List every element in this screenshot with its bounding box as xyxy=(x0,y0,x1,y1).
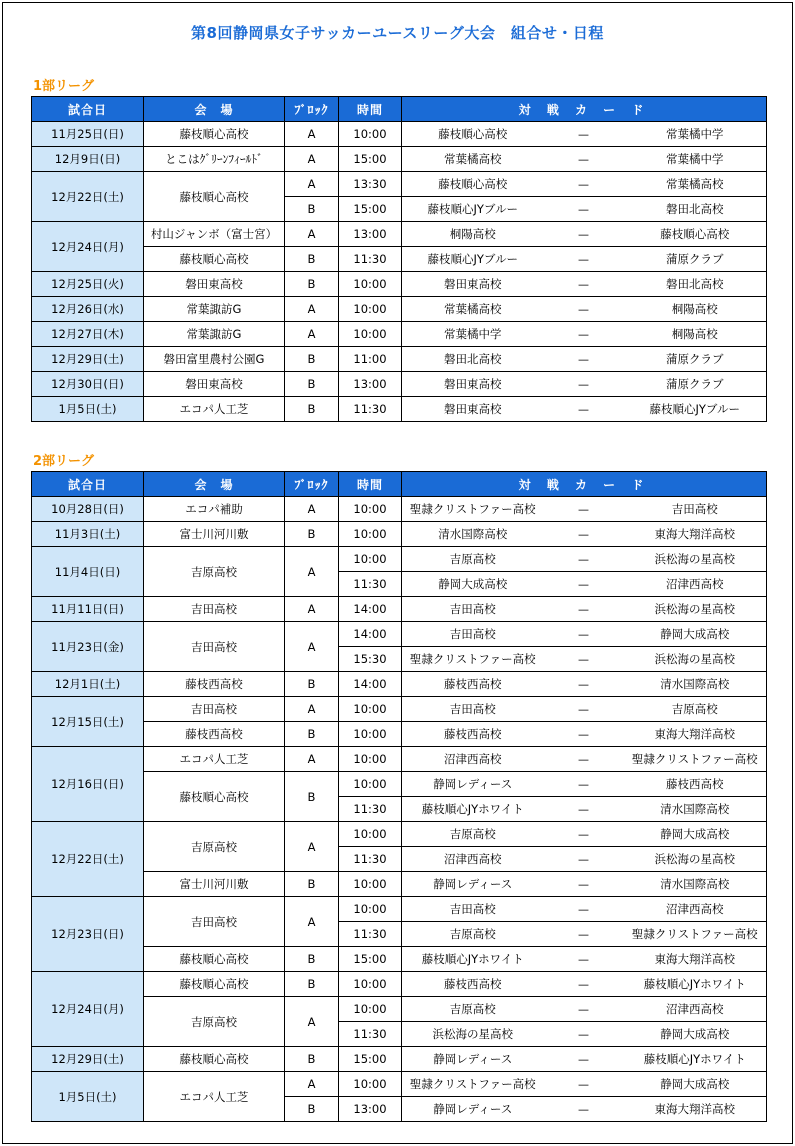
match-venue: 吉田高校 xyxy=(144,622,285,672)
match-home-team: 吉原高校 xyxy=(402,922,544,947)
match-time: 10:00 xyxy=(339,822,402,847)
match-separator: — xyxy=(544,297,624,322)
match-away-team: 藤枝順心JYブルー xyxy=(624,397,767,422)
match-away-team: 静岡大成高校 xyxy=(624,822,767,847)
match-row xyxy=(32,622,767,647)
match-home-team: 吉田高校 xyxy=(402,897,544,922)
match-home-team: 吉原高校 xyxy=(402,822,544,847)
match-time: 10:00 xyxy=(339,122,402,147)
header-venue: 会 場 xyxy=(144,97,285,122)
match-away-team: 静岡大成高校 xyxy=(624,622,767,647)
match-date: 12月22日(土) xyxy=(32,822,144,897)
match-row xyxy=(32,1047,767,1072)
match-time: 15:00 xyxy=(339,197,402,222)
match-home-team: 沼津西高校 xyxy=(402,847,544,872)
match-block: A xyxy=(285,822,339,872)
match-home-team: 藤枝順心JYブルー xyxy=(402,247,544,272)
match-block: B xyxy=(285,772,339,822)
match-block: B xyxy=(285,672,339,697)
match-row xyxy=(32,297,767,322)
match-home-team: 藤枝順心JYホワイト xyxy=(402,797,544,822)
match-block: A xyxy=(285,122,339,147)
match-home-team: 藤枝順心JYホワイト xyxy=(402,947,544,972)
match-date: 12月25日(火) xyxy=(32,272,144,297)
match-date: 12月29日(土) xyxy=(32,347,144,372)
match-date: 12月16日(日) xyxy=(32,747,144,822)
match-block: B xyxy=(285,947,339,972)
match-block: B xyxy=(285,722,339,747)
match-row xyxy=(32,172,767,197)
match-block: A xyxy=(285,297,339,322)
match-home-team: 常葉橘高校 xyxy=(402,297,544,322)
header-block: ﾌﾞﾛｯｸ xyxy=(285,97,339,122)
match-away-team: 沼津西高校 xyxy=(624,897,767,922)
match-venue: 吉原高校 xyxy=(144,997,285,1047)
match-separator: — xyxy=(544,897,624,922)
match-away-team: 東海大翔洋高校 xyxy=(624,722,767,747)
match-separator: — xyxy=(544,872,624,897)
match-home-team: 藤枝順心高校 xyxy=(402,122,544,147)
match-separator: — xyxy=(544,1047,624,1072)
match-venue: 吉原高校 xyxy=(144,547,285,597)
match-away-team: 常葉橘中学 xyxy=(624,122,767,147)
match-row xyxy=(32,547,767,572)
match-separator: — xyxy=(544,197,624,222)
match-row xyxy=(32,122,767,147)
match-separator: — xyxy=(544,497,624,522)
match-venue: 藤枝順心高校 xyxy=(144,172,285,222)
match-away-team: 藤枝順心JYホワイト xyxy=(624,1047,767,1072)
match-date: 12月23日(日) xyxy=(32,897,144,972)
match-separator: — xyxy=(544,397,624,422)
match-away-team: 桐陽高校 xyxy=(624,297,767,322)
match-away-team: 清水国際高校 xyxy=(624,872,767,897)
match-separator: — xyxy=(544,647,624,672)
match-separator: — xyxy=(544,572,624,597)
match-time: 15:00 xyxy=(339,147,402,172)
match-separator: — xyxy=(544,247,624,272)
match-block: A xyxy=(285,997,339,1047)
match-block: A xyxy=(285,497,339,522)
league2-label: 2部リーグ xyxy=(33,454,95,469)
match-separator: — xyxy=(544,622,624,647)
match-time: 11:30 xyxy=(339,247,402,272)
match-time: 10:00 xyxy=(339,872,402,897)
match-home-team: 磐田東高校 xyxy=(402,397,544,422)
match-home-team: 藤枝西高校 xyxy=(402,972,544,997)
match-venue: 常葉諏訪G xyxy=(144,297,285,322)
match-home-team: 清水国際高校 xyxy=(402,522,544,547)
match-away-team: 静岡大成高校 xyxy=(624,1072,767,1097)
match-venue: 藤枝順心高校 xyxy=(144,247,285,272)
match-venue: 富士川河川敷 xyxy=(144,872,285,897)
match-row xyxy=(32,272,767,297)
match-separator: — xyxy=(544,1097,624,1122)
match-date: 11月3日(土) xyxy=(32,522,144,547)
match-time: 10:00 xyxy=(339,547,402,572)
match-home-team: 吉田高校 xyxy=(402,622,544,647)
match-venue: 吉田高校 xyxy=(144,897,285,947)
match-block: B xyxy=(285,347,339,372)
match-time: 10:00 xyxy=(339,1072,402,1097)
match-separator: — xyxy=(544,847,624,872)
match-separator: — xyxy=(544,797,624,822)
match-block: A xyxy=(285,697,339,722)
match-date: 12月29日(土) xyxy=(32,1047,144,1072)
match-separator: — xyxy=(544,672,624,697)
match-date: 10月28日(日) xyxy=(32,497,144,522)
match-separator: — xyxy=(544,522,624,547)
match-time: 10:00 xyxy=(339,747,402,772)
match-date: 11月23日(金) xyxy=(32,622,144,672)
match-row xyxy=(32,1072,767,1097)
match-away-team: 聖隷クリストファー高校 xyxy=(624,922,767,947)
match-home-team: 静岡レディース xyxy=(402,1047,544,1072)
match-home-team: 静岡レディース xyxy=(402,1097,544,1122)
match-away-team: 吉田高校 xyxy=(624,497,767,522)
match-row xyxy=(32,972,767,997)
match-away-team: 浜松海の星高校 xyxy=(624,847,767,872)
match-separator: — xyxy=(544,947,624,972)
match-row xyxy=(32,747,767,772)
match-home-team: 常葉橘高校 xyxy=(402,147,544,172)
match-venue: 村山ジャンボ（富士宮） xyxy=(144,222,285,247)
header-card: 対 戦 カ ー ド xyxy=(402,472,767,497)
match-home-team: 桐陽高校 xyxy=(402,222,544,247)
match-date: 12月1日(土) xyxy=(32,672,144,697)
match-home-team: 吉田高校 xyxy=(402,597,544,622)
match-away-team: 常葉橘高校 xyxy=(624,172,767,197)
match-date: 12月9日(日) xyxy=(32,147,144,172)
match-venue: エコパ人工芝 xyxy=(144,747,285,772)
match-home-team: 聖隷クリストファー高校 xyxy=(402,647,544,672)
match-venue: 磐田富里農村公園G xyxy=(144,347,285,372)
header-card: 対 戦 カ ー ド xyxy=(402,97,767,122)
match-separator: — xyxy=(544,147,624,172)
match-separator: — xyxy=(544,1072,624,1097)
match-block: B xyxy=(285,247,339,272)
match-venue: 磐田東高校 xyxy=(144,372,285,397)
match-home-team: 沼津西高校 xyxy=(402,747,544,772)
match-venue: 吉田高校 xyxy=(144,597,285,622)
match-time: 14:00 xyxy=(339,597,402,622)
match-time: 10:00 xyxy=(339,722,402,747)
match-time: 13:00 xyxy=(339,1097,402,1122)
match-date: 12月15日(土) xyxy=(32,697,144,747)
header-date: 試合日 xyxy=(32,472,144,497)
match-time: 10:00 xyxy=(339,972,402,997)
match-row xyxy=(32,597,767,622)
match-home-team: 聖隷クリストファー高校 xyxy=(402,1072,544,1097)
match-block: B xyxy=(285,972,339,997)
match-time: 13:00 xyxy=(339,222,402,247)
match-date: 12月30日(日) xyxy=(32,372,144,397)
match-date: 12月22日(土) xyxy=(32,172,144,222)
match-away-team: 吉原高校 xyxy=(624,697,767,722)
match-venue: 常葉諏訪G xyxy=(144,322,285,347)
match-date: 12月27日(木) xyxy=(32,322,144,347)
match-venue: 藤枝順心高校 xyxy=(144,947,285,972)
match-separator: — xyxy=(544,772,624,797)
match-venue: エコパ人工芝 xyxy=(144,397,285,422)
match-time: 11:30 xyxy=(339,397,402,422)
match-away-team: 藤枝順心高校 xyxy=(624,222,767,247)
match-row xyxy=(32,347,767,372)
match-time: 11:00 xyxy=(339,347,402,372)
match-venue: 磐田東高校 xyxy=(144,272,285,297)
match-home-team: 静岡レディース xyxy=(402,772,544,797)
match-row xyxy=(32,222,767,247)
league1-label: 1部リーグ xyxy=(33,79,95,94)
header-block: ﾌﾞﾛｯｸ xyxy=(285,472,339,497)
match-separator: — xyxy=(544,222,624,247)
match-time: 11:30 xyxy=(339,797,402,822)
match-away-team: 聖隷クリストファー高校 xyxy=(624,747,767,772)
match-home-team: 吉原高校 xyxy=(402,997,544,1022)
match-block: A xyxy=(285,547,339,597)
match-block: B xyxy=(285,397,339,422)
match-time: 10:00 xyxy=(339,897,402,922)
match-home-team: 吉田高校 xyxy=(402,697,544,722)
match-away-team: 清水国際高校 xyxy=(624,797,767,822)
match-time: 10:00 xyxy=(339,522,402,547)
match-home-team: 吉原高校 xyxy=(402,547,544,572)
match-time: 14:00 xyxy=(339,672,402,697)
match-row xyxy=(32,497,767,522)
match-home-team: 常葉橘中学 xyxy=(402,322,544,347)
match-separator: — xyxy=(544,597,624,622)
match-block: B xyxy=(285,522,339,547)
match-venue: エコパ補助 xyxy=(144,497,285,522)
match-home-team: 磐田東高校 xyxy=(402,372,544,397)
match-away-team: 蒲原クラブ xyxy=(624,247,767,272)
match-date: 12月24日(月) xyxy=(32,222,144,272)
league1-header-row xyxy=(32,97,767,122)
header-time: 時間 xyxy=(339,472,402,497)
match-row xyxy=(32,147,767,172)
match-away-team: 清水国際高校 xyxy=(624,672,767,697)
match-time: 13:30 xyxy=(339,172,402,197)
match-time: 10:00 xyxy=(339,997,402,1022)
match-away-team: 藤枝西高校 xyxy=(624,772,767,797)
match-time: 14:00 xyxy=(339,622,402,647)
match-time: 10:00 xyxy=(339,297,402,322)
match-block: B xyxy=(285,1047,339,1072)
match-row xyxy=(32,822,767,847)
match-block: A xyxy=(285,322,339,347)
match-row xyxy=(32,697,767,722)
match-block: A xyxy=(285,597,339,622)
match-block: B xyxy=(285,872,339,897)
match-row xyxy=(32,897,767,922)
match-separator: — xyxy=(544,122,624,147)
match-separator: — xyxy=(544,372,624,397)
match-time: 10:00 xyxy=(339,272,402,297)
match-home-team: 藤枝西高校 xyxy=(402,672,544,697)
match-venue: 富士川河川敷 xyxy=(144,522,285,547)
match-row xyxy=(32,522,767,547)
header-time: 時間 xyxy=(339,97,402,122)
match-time: 10:00 xyxy=(339,772,402,797)
match-separator: — xyxy=(544,272,624,297)
match-home-team: 浜松海の星高校 xyxy=(402,1022,544,1047)
match-away-team: 沼津西高校 xyxy=(624,572,767,597)
match-away-team: 東海大翔洋高校 xyxy=(624,947,767,972)
match-home-team: 静岡レディース xyxy=(402,872,544,897)
match-home-team: 磐田北高校 xyxy=(402,347,544,372)
match-separator: — xyxy=(544,1022,624,1047)
match-venue: 藤枝順心高校 xyxy=(144,1047,285,1072)
match-home-team: 藤枝順心高校 xyxy=(402,172,544,197)
match-time: 10:00 xyxy=(339,322,402,347)
match-home-team: 藤枝順心JYブルー xyxy=(402,197,544,222)
match-block: A xyxy=(285,1072,339,1097)
match-away-team: 東海大翔洋高校 xyxy=(624,1097,767,1122)
match-venue: 藤枝順心高校 xyxy=(144,972,285,997)
match-away-team: 磐田北高校 xyxy=(624,197,767,222)
match-separator: — xyxy=(544,172,624,197)
match-block: A xyxy=(285,222,339,247)
match-venue: 吉原高校 xyxy=(144,822,285,872)
match-row xyxy=(32,372,767,397)
match-home-team: 聖隷クリストファー高校 xyxy=(402,497,544,522)
match-away-team: 沼津西高校 xyxy=(624,997,767,1022)
match-time: 10:00 xyxy=(339,697,402,722)
match-date: 11月11日(日) xyxy=(32,597,144,622)
match-separator: — xyxy=(544,697,624,722)
match-separator: — xyxy=(544,547,624,572)
match-row xyxy=(32,397,767,422)
header-date: 試合日 xyxy=(32,97,144,122)
match-time: 10:00 xyxy=(339,497,402,522)
match-away-team: 磐田北高校 xyxy=(624,272,767,297)
match-block: A xyxy=(285,622,339,672)
match-time: 11:30 xyxy=(339,1022,402,1047)
match-separator: — xyxy=(544,322,624,347)
header-venue: 会 場 xyxy=(144,472,285,497)
match-venue: 藤枝順心高校 xyxy=(144,122,285,147)
match-block: A xyxy=(285,747,339,772)
league2-table xyxy=(31,471,767,1122)
match-home-team: 磐田東高校 xyxy=(402,272,544,297)
match-away-team: 藤枝順心JYホワイト xyxy=(624,972,767,997)
match-away-team: 浜松海の星高校 xyxy=(624,547,767,572)
match-time: 15:00 xyxy=(339,1047,402,1072)
match-separator: — xyxy=(544,722,624,747)
match-venue: 吉田高校 xyxy=(144,697,285,722)
match-separator: — xyxy=(544,997,624,1022)
match-separator: — xyxy=(544,347,624,372)
match-row xyxy=(32,322,767,347)
match-block: B xyxy=(285,197,339,222)
match-away-team: 常葉橘中学 xyxy=(624,147,767,172)
match-block: B xyxy=(285,372,339,397)
match-time: 13:00 xyxy=(339,372,402,397)
match-away-team: 蒲原クラブ xyxy=(624,347,767,372)
match-away-team: 東海大翔洋高校 xyxy=(624,522,767,547)
match-date: 11月4日(日) xyxy=(32,547,144,597)
match-time: 11:30 xyxy=(339,922,402,947)
match-block: A xyxy=(285,172,339,197)
match-time: 15:00 xyxy=(339,947,402,972)
match-home-team: 藤枝西高校 xyxy=(402,722,544,747)
match-away-team: 浜松海の星高校 xyxy=(624,597,767,622)
match-separator: — xyxy=(544,922,624,947)
match-block: B xyxy=(285,1097,339,1122)
match-away-team: 桐陽高校 xyxy=(624,322,767,347)
match-block: B xyxy=(285,272,339,297)
match-date: 12月26日(水) xyxy=(32,297,144,322)
match-away-team: 浜松海の星高校 xyxy=(624,647,767,672)
match-time: 15:30 xyxy=(339,647,402,672)
match-date: 1月5日(土) xyxy=(32,397,144,422)
match-venue: 藤枝西高校 xyxy=(144,722,285,747)
match-away-team: 静岡大成高校 xyxy=(624,1022,767,1047)
match-away-team: 蒲原クラブ xyxy=(624,372,767,397)
match-separator: — xyxy=(544,822,624,847)
match-time: 11:30 xyxy=(339,847,402,872)
league2-header-row xyxy=(32,472,767,497)
match-date: 1月5日(土) xyxy=(32,1072,144,1122)
match-venue: とこはｸﾞﾘｰﾝﾌｨｰﾙﾄﾞ xyxy=(144,147,285,172)
match-date: 11月25日(日) xyxy=(32,122,144,147)
match-venue: 藤枝西高校 xyxy=(144,672,285,697)
match-row xyxy=(32,672,767,697)
match-venue: エコパ人工芝 xyxy=(144,1072,285,1122)
match-block: A xyxy=(285,897,339,947)
match-separator: — xyxy=(544,747,624,772)
match-block: A xyxy=(285,147,339,172)
match-home-team: 静岡大成高校 xyxy=(402,572,544,597)
match-date: 12月24日(月) xyxy=(32,972,144,1047)
match-venue: 藤枝順心高校 xyxy=(144,772,285,822)
match-separator: — xyxy=(544,972,624,997)
page-title: 第8回静岡県女子サッカーユースリーグ大会 組合せ・日程 xyxy=(191,24,604,42)
league1-table xyxy=(31,96,767,422)
match-time: 11:30 xyxy=(339,572,402,597)
